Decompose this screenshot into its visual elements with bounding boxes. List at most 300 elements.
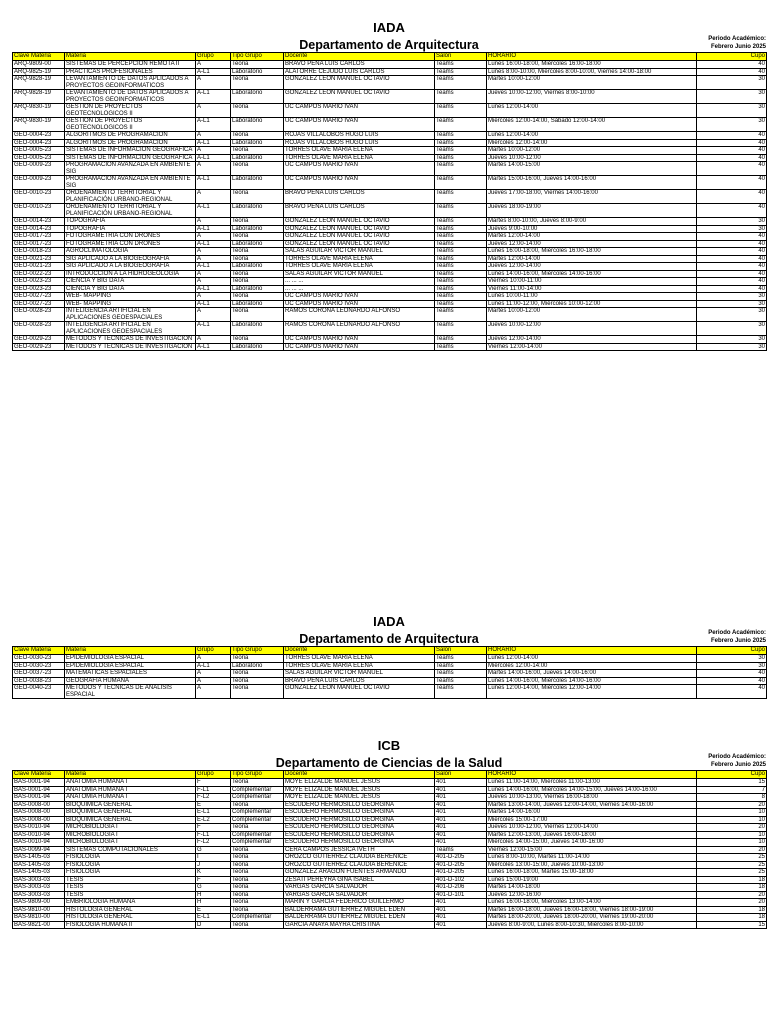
cell-clave: GEO-0028-23 <box>13 322 65 336</box>
cell-salon: Teams <box>435 322 487 336</box>
cell-grupo: A-L1 <box>196 176 231 190</box>
cell-horario: Martes 13:00-14:00, Jueves 12:00-14:00, Viernes 14:00-16:00 <box>487 801 697 809</box>
cell-salon: 401 <box>435 839 487 847</box>
cell-docente: TORRES OLAVE MARIA ELENA <box>284 655 435 663</box>
cell-grupo: H <box>196 891 231 899</box>
cell-clave: GEO-0029-23 <box>13 343 65 351</box>
cell-horario: Viernes 10:00-11:00 <box>487 278 697 286</box>
cell-grupo: A <box>196 162 231 176</box>
cell-salon: 401 <box>435 824 487 832</box>
cell-cupo: 40 <box>697 285 767 293</box>
cell-materia: LEVANTAMIENTO DE DATOS APLICADOS A PROYECTOS GEOINFORMATICOS <box>65 90 196 104</box>
cell-docente: RAMOS CORONA LEONARDO ALFONSO <box>284 308 435 322</box>
table-row <box>13 655 767 663</box>
cell-salon: Teams <box>435 139 487 147</box>
cell-horario: Martes 16:00-18:00, Jueves 16:00-18:00, Viernes 18:00-19:00 <box>487 906 697 914</box>
cell-salon: Teams <box>435 218 487 226</box>
cell-salon: Teams <box>435 270 487 278</box>
cell-salon: Teams <box>435 293 487 301</box>
cell-grupo: F <box>196 824 231 832</box>
cell-materia: TOPOGRAFÍA <box>65 225 196 233</box>
cell-salon: 401 <box>435 899 487 907</box>
cell-tipo: Teoria <box>231 655 284 663</box>
cell-grupo: A <box>196 308 231 322</box>
table-row <box>13 139 767 147</box>
cell-horario: Lunes 8:00-10:00, Miércoles 8:00-10:00, Viernes 14:00-18:00 <box>487 68 697 76</box>
cell-tipo: Teoria <box>231 270 284 278</box>
cell-materia: TOPOGRAFÍA <box>65 218 196 226</box>
cell-cupo: 40 <box>697 162 767 176</box>
cell-cupo: 30 <box>697 655 767 663</box>
cell-docente: ZESATI PEREYRA GINA ISABEL <box>284 876 435 884</box>
cell-tipo: Complementar <box>231 786 284 794</box>
cell-docente: UC CAMPOS MARIO IVAN <box>284 118 435 132</box>
cell-materia: PROGRAMACIÓN AVANZADA EN AMBIENTE SIG <box>65 176 196 190</box>
cell-docente: OROZCO GUTIERREZ CLAUDIA BERENICE <box>284 861 435 869</box>
cell-clave: GEO-0029-23 <box>13 336 65 344</box>
cell-grupo: A <box>196 270 231 278</box>
cell-docente: UC CAMPOS MARIO IVAN <box>284 300 435 308</box>
cell-tipo: Laboratorio <box>231 139 284 147</box>
table-row <box>13 662 767 670</box>
cell-salon: Teams <box>435 255 487 263</box>
cell-clave: BAS-0099-94 <box>13 846 65 854</box>
cell-salon: 401-D-205 <box>435 861 487 869</box>
table-row <box>13 308 767 322</box>
cell-cupo: 30 <box>697 308 767 322</box>
col-header-clave: Clave Materia <box>13 771 65 779</box>
table-row <box>13 218 767 226</box>
cell-docente: GONZALEZ LEON MANUEL OCTAVIO <box>284 233 435 241</box>
cell-cupo: 30 <box>697 322 767 336</box>
cell-docente: ESCUDERO HERMOSILLO GEORGINA <box>284 839 435 847</box>
cell-cupo: 10 <box>697 831 767 839</box>
period-block <box>708 35 766 51</box>
cell-tipo: Laboratorio <box>231 285 284 293</box>
cell-cupo: 40 <box>697 263 767 271</box>
table-body <box>13 779 767 929</box>
cell-materia: ALGORITMOS DE PROGRAMACIÓN <box>65 132 196 140</box>
cell-tipo: Complementar <box>231 816 284 824</box>
cell-horario: Jueves 12:00-14:00 <box>487 240 697 248</box>
cell-horario: Martes 15:00-16:00, Jueves 14:00-16:00 <box>487 176 697 190</box>
table-row <box>13 906 767 914</box>
cell-grupo: A <box>196 76 231 90</box>
col-header-docente: Docente <box>284 53 435 61</box>
cell-grupo: A <box>196 104 231 118</box>
cell-salon: Teams <box>435 154 487 162</box>
cell-cupo: 40 <box>697 176 767 190</box>
cell-salon: Teams <box>435 233 487 241</box>
cell-cupo: 40 <box>697 270 767 278</box>
table-row <box>13 147 767 155</box>
cell-docente: BALDERRAMA GUTIERREZ MIGUEL EDEN <box>284 914 435 922</box>
schedule-section-iada-2 <box>12 614 766 699</box>
cell-grupo: E-L2 <box>196 816 231 824</box>
cell-cupo: 10 <box>697 816 767 824</box>
cell-horario: Miércoles 12:00-14:00 <box>487 662 697 670</box>
cell-grupo: A <box>196 336 231 344</box>
cell-salon: 401-D-101 <box>435 891 487 899</box>
cell-grupo: G <box>196 884 231 892</box>
table-row <box>13 677 767 685</box>
col-header-salon: Salón <box>435 771 487 779</box>
cell-docente: TORRES OLAVE MARIA ELENA <box>284 154 435 162</box>
cell-cupo: 18 <box>697 884 767 892</box>
cell-cupo: 8 <box>697 794 767 802</box>
table-row <box>13 322 767 336</box>
period-label: Periodo Académico: <box>708 754 766 760</box>
cell-grupo: A <box>196 685 231 699</box>
cell-cupo: 18 <box>697 906 767 914</box>
cell-clave: BAS-1405-03 <box>13 869 65 877</box>
cell-tipo: Teoria <box>231 278 284 286</box>
cell-docente: MOYE ELIZALDE MANUEL JESUS <box>284 794 435 802</box>
cell-clave: GEO-0010-23 <box>13 204 65 218</box>
schedule-table <box>12 52 767 351</box>
cell-docente: ... ... ... <box>284 278 435 286</box>
table-row <box>13 343 767 351</box>
cell-tipo: Complementar <box>231 809 284 817</box>
cell-docente: ALATORRE CEJUDO LUIS CARLOS <box>284 68 435 76</box>
cell-cupo: 30 <box>697 293 767 301</box>
cell-salon: Teams <box>435 225 487 233</box>
cell-tipo: Teoria <box>231 846 284 854</box>
table-row <box>13 154 767 162</box>
table-row <box>13 846 767 854</box>
cell-materia: FISIOLOGIA <box>65 854 196 862</box>
cell-salon: Teams <box>435 61 487 69</box>
cell-grupo: G <box>196 846 231 854</box>
cell-horario: Viernes 12:00-14:00 <box>487 343 697 351</box>
table-row <box>13 884 767 892</box>
table-row <box>13 869 767 877</box>
cell-horario: Lunes 14:00-16:00, Miércoles 14:00-15:00, Jueves 14:00-16:00 <box>487 786 697 794</box>
cell-cupo: 20 <box>697 899 767 907</box>
cell-cupo: 30 <box>697 76 767 90</box>
cell-cupo: 20 <box>697 824 767 832</box>
institute-title: IADA <box>373 20 405 35</box>
cell-cupo: 40 <box>697 685 767 699</box>
cell-docente: ESCUDERO HERMOSILLO GEORGINA <box>284 824 435 832</box>
cell-tipo: Laboratorio <box>231 204 284 218</box>
cell-cupo: 20 <box>697 846 767 854</box>
cell-horario: Lunes 15:00-19:00 <box>487 876 697 884</box>
period-block <box>708 753 766 769</box>
cell-salon: Teams <box>435 278 487 286</box>
cell-tipo: Teoria <box>231 906 284 914</box>
cell-grupo: A-L1 <box>196 68 231 76</box>
department-title: Departamento de Arquitectura <box>299 38 479 52</box>
cell-clave: BAS-9810-00 <box>13 906 65 914</box>
cell-clave: GEO-0040-23 <box>13 685 65 699</box>
cell-materia: CIENCIA Y BIG DATA <box>65 285 196 293</box>
cell-tipo: Teoria <box>231 869 284 877</box>
cell-grupo: A <box>196 677 231 685</box>
cell-docente: UC CAMPOS MARIO IVAN <box>284 343 435 351</box>
cell-grupo: A <box>196 655 231 663</box>
cell-materia: FISIOLOGIA <box>65 861 196 869</box>
table-row <box>13 270 767 278</box>
period-block <box>708 629 766 645</box>
cell-grupo: A <box>196 190 231 204</box>
cell-grupo: A-L1 <box>196 154 231 162</box>
col-header-materia: Materia <box>65 647 196 655</box>
cell-tipo: Laboratorio <box>231 176 284 190</box>
cell-materia: SISTEMAS DE INFORMACION GEOGRÁFICA <box>65 154 196 162</box>
cell-cupo: 15 <box>697 921 767 929</box>
table-row <box>13 921 767 929</box>
table-row <box>13 839 767 847</box>
cell-materia: ORDENAMIENTO TERRITORIAL Y PLANIFICACIÓN URBANO-REGIONAL <box>65 190 196 204</box>
cell-horario: Martes 14:00-15:00 <box>487 162 697 176</box>
cell-materia: MICROBIOLOGIA I <box>65 824 196 832</box>
cell-horario: Martes 10:00-12:00 <box>487 147 697 155</box>
cell-grupo: A-L1 <box>196 343 231 351</box>
col-header-horario: HORARIO <box>487 771 697 779</box>
cell-materia: PROGRAMACIÓN AVANZADA EN AMBIENTE SIG <box>65 162 196 176</box>
cell-grupo: E-L1 <box>196 914 231 922</box>
cell-grupo: F <box>196 876 231 884</box>
cell-horario: Jueves 10:00-12:00 <box>487 154 697 162</box>
cell-clave: GEO-0037-23 <box>13 670 65 678</box>
cell-horario: Lunes 12:00-14:00 <box>487 104 697 118</box>
cell-horario: Martes 12:00-14:00 <box>487 233 697 241</box>
cell-horario: Miércoles 14:00-15:00, Jueves 14:00-16:00 <box>487 839 697 847</box>
cell-cupo: 10 <box>697 839 767 847</box>
cell-cupo: 40 <box>697 248 767 256</box>
cell-docente: ESCUDERO HERMOSILLO GEORGINA <box>284 809 435 817</box>
col-header-grupo: Grupo <box>196 647 231 655</box>
cell-tipo: Teoria <box>231 293 284 301</box>
cell-cupo: 25 <box>697 869 767 877</box>
cell-materia: GESTION DE PROYECTOS GEOTECNOLOGICOS II <box>65 104 196 118</box>
cell-clave: BAS-9809-00 <box>13 899 65 907</box>
cell-materia: FOTOGRAMETRÍA CON DRONES <box>65 240 196 248</box>
cell-materia: BIOQUIMICA GENERAL <box>65 816 196 824</box>
col-header-grupo: Grupo <box>196 771 231 779</box>
cell-grupo: F <box>196 779 231 787</box>
cell-tipo: Teoria <box>231 218 284 226</box>
cell-horario: Jueves 9:00-10:00 <box>487 225 697 233</box>
cell-salon: 401-D-102 <box>435 876 487 884</box>
cell-docente: ESCUDERO HERMOSILLO GEORGINA <box>284 831 435 839</box>
cell-tipo: Teoria <box>231 233 284 241</box>
cell-tipo: Teoria <box>231 308 284 322</box>
period-value: Febrero Junio 2025 <box>710 44 766 50</box>
table-row <box>13 854 767 862</box>
cell-docente: VARGAS GARCIA SALVADOR <box>284 891 435 899</box>
table-row <box>13 336 767 344</box>
schedule-table <box>12 770 767 929</box>
period-value: Febrero Junio 2025 <box>710 762 766 768</box>
cell-salon: 401 <box>435 801 487 809</box>
cell-grupo: A <box>196 670 231 678</box>
cell-docente: GONZALEZ LEON MANUEL OCTAVIO <box>284 76 435 90</box>
cell-tipo: Laboratorio <box>231 240 284 248</box>
cell-tipo: Laboratorio <box>231 300 284 308</box>
cell-tipo: Teoria <box>231 685 284 699</box>
schedule-table <box>12 646 767 699</box>
cell-clave: GEO-0023-23 <box>13 285 65 293</box>
cell-horario: Jueves 12:00-16:00 <box>487 891 697 899</box>
cell-grupo: I <box>196 854 231 862</box>
cell-salon: 401 <box>435 816 487 824</box>
cell-clave: BAS-1405-03 <box>13 861 65 869</box>
cell-horario: Miércoles 13:00-15:00, Jueves 10:00-13:00 <box>487 861 697 869</box>
table-row <box>13 816 767 824</box>
col-header-docente: Docente <box>284 771 435 779</box>
cell-clave: BAS-0010-94 <box>13 831 65 839</box>
cell-horario: Martes 14:00-18:00 <box>487 884 697 892</box>
cell-salon: Teams <box>435 104 487 118</box>
cell-tipo: Teoria <box>231 162 284 176</box>
cell-clave: GEO-0004-23 <box>13 132 65 140</box>
table-row <box>13 190 767 204</box>
cell-materia: SIG APLICADO A LA BIOGEOGRAFÍA <box>65 255 196 263</box>
table-row <box>13 685 767 699</box>
cell-tipo: Laboratorio <box>231 90 284 104</box>
cell-cupo: 18 <box>697 876 767 884</box>
table-row <box>13 162 767 176</box>
cell-horario: Miércoles 12:00-14:00, Sábado 12:00-14:00 <box>487 118 697 132</box>
cell-grupo: A-L1 <box>196 240 231 248</box>
cell-tipo: Teoria <box>231 876 284 884</box>
cell-materia: GESTION DE PROYECTOS GEOTECNOLOGICOS II <box>65 118 196 132</box>
col-header-grupo: Grupo <box>196 53 231 61</box>
cell-materia: HISTOLOGIA GENERAL <box>65 914 196 922</box>
cell-horario: Martes 18:00-20:00, Jueves 18:00-20:00, Viernes 19:00-20:00 <box>487 914 697 922</box>
cell-clave: BAS-9810-00 <box>13 914 65 922</box>
cell-horario: Martes 10:00-12:00 <box>487 308 697 322</box>
department-title: Departamento de Arquitectura <box>299 632 479 646</box>
cell-cupo: 40 <box>697 147 767 155</box>
table-row <box>13 61 767 69</box>
cell-docente: TORRES OLAVE MARIA ELENA <box>284 255 435 263</box>
cell-clave: GEO-0022-23 <box>13 270 65 278</box>
table-row <box>13 176 767 190</box>
cell-docente: BRAVO PEÑA LUIS CARLOS <box>284 61 435 69</box>
table-row <box>13 76 767 90</box>
cell-tipo: Teoria <box>231 884 284 892</box>
cell-grupo: E <box>196 906 231 914</box>
col-header-tipo: Tipo Grupo <box>231 53 284 61</box>
col-header-salon: Salón <box>435 647 487 655</box>
cell-docente: UC CAMPOS MARIO IVAN <box>284 176 435 190</box>
cell-tipo: Complementar <box>231 914 284 922</box>
cell-horario: Jueves 10:00-13:00, Viernes 16:00-18:00 <box>487 794 697 802</box>
cell-docente: BRAVO PEÑA LUIS CARLOS <box>284 204 435 218</box>
table-row <box>13 914 767 922</box>
cell-grupo: A-L1 <box>196 204 231 218</box>
cell-grupo: F-L1 <box>196 786 231 794</box>
cell-cupo: 15 <box>697 779 767 787</box>
table-row <box>13 248 767 256</box>
cell-tipo: Laboratorio <box>231 263 284 271</box>
cell-docente: TORRES OLAVE MARIA ELENA <box>284 263 435 271</box>
cell-materia: EPIDEMIOLOGÍA ESPACIAL <box>65 655 196 663</box>
table-row <box>13 861 767 869</box>
cell-horario: Martes 14:00-16:00 <box>487 809 697 817</box>
col-header-materia: Materia <box>65 771 196 779</box>
table-row <box>13 90 767 104</box>
cell-cupo: 40 <box>697 255 767 263</box>
cell-tipo: Teoria <box>231 255 284 263</box>
cell-docente: GONZALEZ LEON MANUEL OCTAVIO <box>284 240 435 248</box>
cell-materia: EMBRIOLOGIA HUMANA <box>65 899 196 907</box>
period-label: Periodo Académico: <box>708 36 766 42</box>
cell-clave: BAS-0008-00 <box>13 809 65 817</box>
cell-tipo: Laboratorio <box>231 322 284 336</box>
cell-horario: Lunes 14:00-16:00, Miércoles 14:00-16:00 <box>487 677 697 685</box>
cell-grupo: K <box>196 869 231 877</box>
cell-tipo: Complementar <box>231 831 284 839</box>
cell-materia: AGROCLIMATOLOGÍA <box>65 248 196 256</box>
cell-docente: UC CAMPOS MARIO IVAN <box>284 336 435 344</box>
cell-salon: Teams <box>435 677 487 685</box>
cell-docente: OROZCO GUTIERREZ CLAUDIA BERENICE <box>284 854 435 862</box>
cell-cupo: 40 <box>697 68 767 76</box>
cell-salon: Teams <box>435 846 487 854</box>
cell-salon: 401 <box>435 786 487 794</box>
cell-salon: Teams <box>435 176 487 190</box>
cell-materia: EPIDEMIOLOGÍA ESPACIAL <box>65 662 196 670</box>
cell-cupo: 30 <box>697 343 767 351</box>
table-row <box>13 233 767 241</box>
institute-title: ICB <box>377 738 401 753</box>
cell-clave: GEO-0004-23 <box>13 139 65 147</box>
cell-tipo: Teoria <box>231 670 284 678</box>
cell-tipo: Teoria <box>231 76 284 90</box>
cell-grupo: A-L1 <box>196 285 231 293</box>
cell-docente: GONZALEZ LEON MANUEL OCTAVIO <box>284 218 435 226</box>
cell-cupo: 30 <box>697 662 767 670</box>
cell-salon: Teams <box>435 343 487 351</box>
table-row <box>13 278 767 286</box>
cell-clave: ARQ-9828-19 <box>13 90 65 104</box>
cell-tipo: Laboratorio <box>231 343 284 351</box>
cell-grupo: D <box>196 921 231 929</box>
cell-horario: Lunes 16:00-18:00, Miércoles 16:00-18:00 <box>487 61 697 69</box>
cell-cupo: 30 <box>697 336 767 344</box>
cell-materia: ANATOMIA HUMANA I <box>65 794 196 802</box>
cell-materia: ANATOMIA HUMANA I <box>65 786 196 794</box>
cell-salon: Teams <box>435 118 487 132</box>
cell-docente: TORRES OLAVE MARIA ELENA <box>284 147 435 155</box>
table-header-row <box>13 647 767 655</box>
table-row <box>13 670 767 678</box>
period-value: Febrero Junio 2025 <box>710 638 766 644</box>
table-row <box>13 263 767 271</box>
cell-cupo: 30 <box>697 300 767 308</box>
col-header-docente: Docente <box>284 647 435 655</box>
cell-clave: BAS-0008-00 <box>13 816 65 824</box>
cell-horario: Jueves 12:00-14:00 <box>487 336 697 344</box>
cell-materia: MICROBIOLOGIA I <box>65 839 196 847</box>
cell-salon: Teams <box>435 204 487 218</box>
table-row <box>13 118 767 132</box>
cell-salon: Teams <box>435 162 487 176</box>
col-header-materia: Materia <box>65 53 196 61</box>
cell-cupo: 40 <box>697 139 767 147</box>
cell-docente: GARCIA ANAYA MAYRA CRISTINA <box>284 921 435 929</box>
cell-grupo: F-L2 <box>196 794 231 802</box>
cell-clave: BAS-0001-94 <box>13 779 65 787</box>
cell-docente: SALAS AGUILAR VICTOR MANUEL <box>284 248 435 256</box>
cell-salon: Teams <box>435 670 487 678</box>
cell-docente: ESCUDERO HERMOSILLO GEORGINA <box>284 801 435 809</box>
cell-cupo: 30 <box>697 218 767 226</box>
